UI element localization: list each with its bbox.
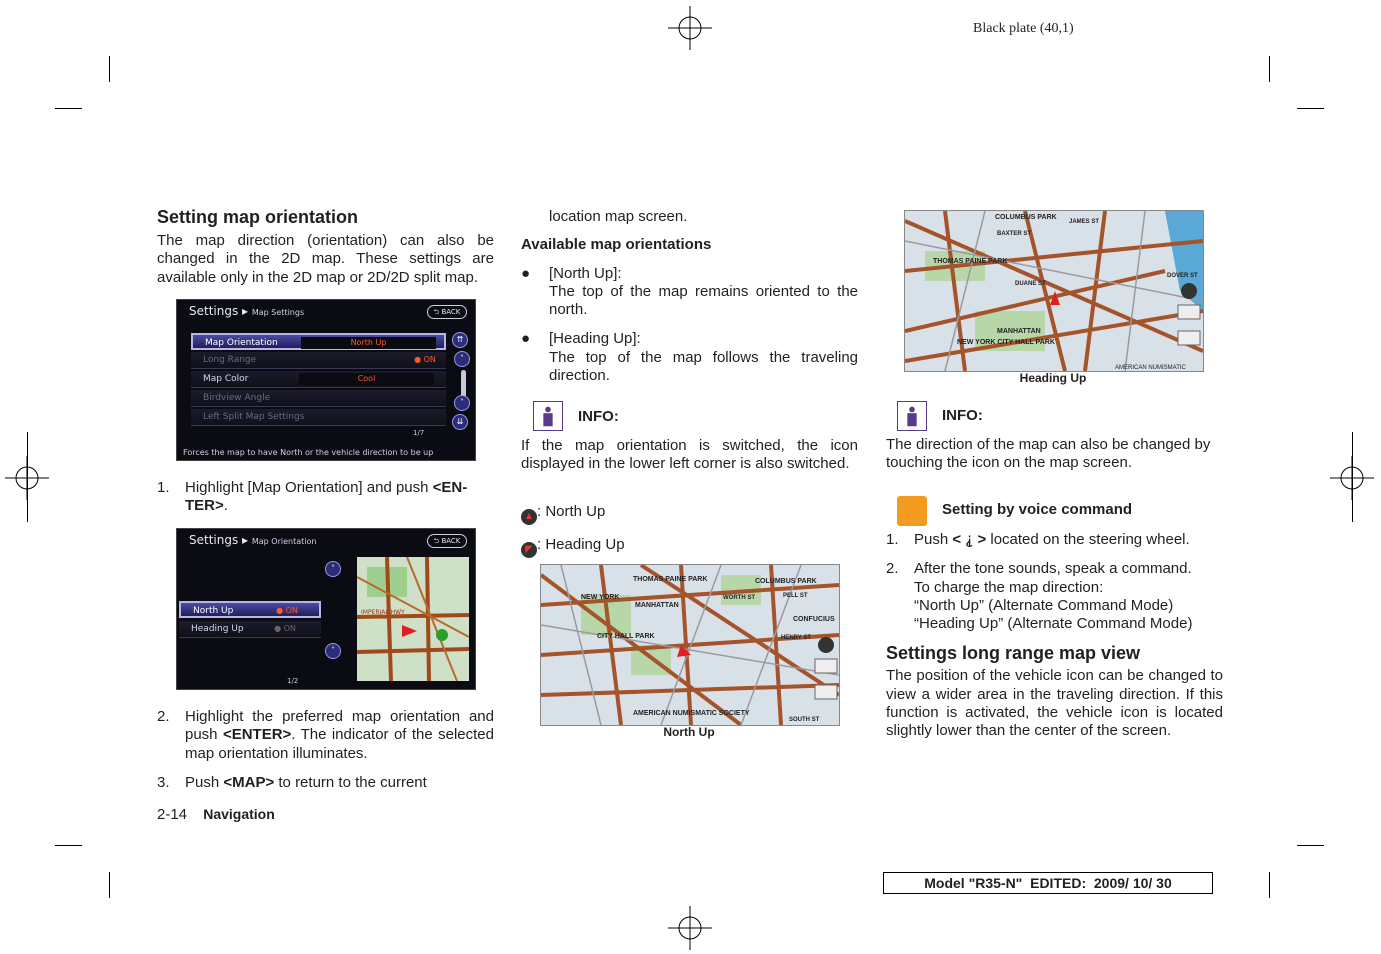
scroll-down-icon[interactable]: ˅ (325, 643, 341, 659)
row-value: ● ON (274, 624, 296, 633)
page-footer (157, 806, 275, 823)
edited-label: EDITED: (1030, 875, 1087, 891)
scroll-down-icon[interactable]: ˅ (454, 395, 470, 411)
step-text: . The indicator of the selected map orientation illuminates. (185, 726, 494, 762)
north-up-map (540, 564, 840, 726)
step-1 (157, 479, 494, 516)
key-bracket: > (977, 531, 987, 548)
map-street-label: COLUMBUS PARK (755, 578, 817, 585)
row-value: ● ON (414, 355, 436, 364)
voice-steps (886, 531, 1223, 741)
talk-switch-icon: ⸘ (965, 531, 974, 548)
item-label: : North Up (537, 503, 606, 520)
bullet-heading-up (521, 330, 858, 385)
row-map-color[interactable]: Map Color Cool (191, 371, 446, 388)
heading-up-icon[interactable]: ◤ (521, 542, 537, 558)
crop-mark (1269, 56, 1270, 82)
step-text: located on the steering wheel. (986, 531, 1190, 548)
row-value: ● ON (276, 606, 298, 615)
map-street-label: NEW YORK CITY HALL PARK (957, 339, 1055, 346)
map-street-label: MANHATTAN (997, 328, 1041, 335)
map-street-label: AMERICAN NUMISMATIC (1115, 365, 1186, 371)
voice-step-2 (886, 560, 1223, 633)
section-paragraph: The position of the vehicle icon can be changed to view a wider area in the traveling direction. If this function is activated, the vehicle icon is located slightly lower than the center of the screen. (886, 667, 1223, 740)
continued-text: location map screen. (549, 208, 688, 225)
heading-up-item (521, 536, 858, 558)
key-label: <MAP> (223, 773, 275, 791)
voice-step-1 (886, 531, 1223, 549)
registration-line (1352, 432, 1353, 522)
map-street-label: WORTH ST (723, 595, 755, 601)
map-street-label: MANHATTAN (635, 602, 679, 609)
info-text: The direction of the map can also be changed by touching the icon on the map screen. (886, 436, 1211, 472)
map-settings-screen (176, 299, 476, 461)
scroll-top-icon[interactable]: ⇈ (452, 332, 468, 348)
row-left-split[interactable]: Left Split Map Settings (191, 409, 446, 426)
bullet-title: [Heading Up]: (549, 330, 641, 348)
step-text: Push (914, 531, 953, 548)
row-north-up[interactable]: North Up ● ON (179, 601, 321, 618)
info-label: INFO: (942, 407, 983, 424)
subheading: Available map orientations (521, 236, 712, 254)
registration-line (27, 432, 28, 522)
screen-title: Settings ▸ Map Orientation (189, 533, 317, 547)
step-text: Highlight the preferred map orientation and push (185, 708, 494, 744)
left-column (157, 206, 494, 287)
map-street-label: CITY HALL PARK (597, 633, 655, 640)
voice-heading: Setting by voice command (942, 501, 1133, 518)
model-label: Model (924, 875, 965, 891)
crop-mark (109, 872, 110, 898)
info-text: If the map orientation is switched, the icon displayed in the lower left corner is also switched. (521, 437, 858, 473)
step-number: 1. (157, 479, 170, 496)
scroll-up-icon[interactable]: ˄ (325, 561, 341, 577)
step-3 (157, 774, 494, 792)
map-street-label: THOMAS PAINE PARK (633, 576, 708, 583)
step-text: to return to the current (274, 773, 427, 791)
orientation-toggle-icon[interactable] (818, 637, 834, 653)
map-caption: Heading Up (1019, 371, 1087, 385)
row-map-orientation[interactable]: Map Orientation North Up (191, 333, 446, 350)
map-caption: North Up (663, 725, 715, 739)
key-label: <ENTER> (222, 726, 292, 744)
map-street-label: THOMAS PAINE PARK (933, 258, 1008, 265)
bullet-dot: ● (521, 330, 531, 348)
step-number: 2. (886, 560, 899, 578)
step-text: Highlight [Map Orientation] and push (185, 479, 433, 496)
row-birdview-angle[interactable]: Birdview Angle (191, 390, 446, 407)
step-number: 3. (157, 773, 170, 791)
map-orientation-screen (176, 528, 476, 690)
page-number: 2-14 (157, 806, 188, 823)
row-value: Cool (299, 373, 434, 385)
north-up-item (521, 503, 858, 525)
crop-mark (109, 56, 110, 82)
orientation-toggle-icon[interactable] (1181, 283, 1197, 299)
page-indicator: 1/2 (287, 677, 299, 685)
map-street-label: JAMES ST (1069, 219, 1100, 225)
map-street-label: DUANE ST (1015, 281, 1046, 287)
map-street-label: COLUMBUS PARK (995, 214, 1057, 221)
page-indicator: 1/7 (413, 429, 425, 437)
section-heading: Settings long range map view (886, 643, 1141, 664)
orientation-icons-list (521, 503, 858, 558)
row-long-range[interactable]: Long Range ● ON (191, 352, 446, 369)
plate-label: Black plate (40,1) (973, 21, 1074, 36)
section-name: Navigation (203, 806, 275, 822)
map-street-label: CONFUCIUS (793, 616, 835, 623)
key-bracket: < (952, 531, 962, 548)
step-text: To charge the map direction: (914, 578, 1104, 596)
bullet-dot: ● (521, 264, 531, 282)
bullet-title: [North Up]: (549, 264, 622, 282)
crop-mark (55, 845, 82, 846)
bullet-text: The top of the map remains oriented to the north. (549, 282, 858, 319)
map-street-label: IMPERIAL HWY (361, 609, 405, 616)
step-text: Push (185, 773, 224, 791)
crop-mark (55, 108, 82, 109)
row-value: North Up (301, 337, 436, 349)
screen-title: Settings ▸ Map Settings (189, 304, 305, 318)
scroll-bottom-icon[interactable]: ⇊ (452, 414, 468, 430)
map-street-label: SOUTH ST (789, 717, 820, 723)
info-icon (533, 401, 563, 431)
crop-mark (1269, 872, 1270, 898)
registration-mark (668, 906, 712, 950)
map-street-label: PELL ST (783, 593, 808, 599)
model-edited-box (883, 872, 1213, 894)
model-code: "R35-N" (968, 875, 1023, 891)
scroll-up-icon[interactable]: ˄ (454, 351, 470, 367)
back-button[interactable]: ⮌ BACK (427, 534, 467, 548)
map-menu-icon[interactable] (1178, 305, 1200, 319)
row-heading-up[interactable]: Heading Up ● ON (179, 621, 321, 638)
middle-column (521, 208, 858, 385)
registration-mark (668, 6, 712, 50)
info-icon (897, 401, 927, 431)
voice-command-icon (897, 496, 927, 526)
heading-up-map (904, 210, 1204, 372)
scale-icon[interactable] (815, 685, 837, 699)
steps-2-3 (157, 708, 494, 792)
bullet-north-up (521, 265, 858, 320)
step-text: “North Up” (Alternate Command Mode) (914, 596, 1174, 614)
back-button[interactable]: ⮌ BACK (427, 305, 467, 319)
section-heading: Setting map orientation (157, 207, 359, 227)
info-label: INFO: (578, 408, 619, 425)
map-street-label: NEW YORK (581, 594, 620, 601)
map-street-label: DOVER ST (1167, 273, 1198, 279)
step-text: . (223, 497, 228, 515)
step-number: 2. (157, 708, 170, 725)
map-street-label: AMERICAN NUMISMATIC SOCIETY (633, 710, 750, 717)
step-text: “Heading Up” (Alternate Command Mode) (914, 615, 1193, 633)
preview-map (357, 557, 469, 681)
key-label: <EN-TER> (185, 479, 468, 515)
help-text: Forces the map to have North or the vehicle direction to be up (183, 448, 434, 457)
scale-icon[interactable] (1178, 331, 1200, 345)
crop-mark (1297, 108, 1324, 109)
edited-date: 2009/ 10/ 30 (1093, 875, 1172, 891)
item-label: : Heading Up (537, 536, 625, 553)
bullet-text: The top of the map follows the traveling direction. (549, 348, 858, 385)
map-street-label: HENRY ST (781, 635, 812, 641)
north-up-icon[interactable]: ▲ (521, 509, 537, 525)
scrollbar[interactable] (461, 370, 466, 398)
map-menu-icon[interactable] (815, 659, 837, 673)
map-street-label: BAXTER ST (997, 231, 1032, 237)
intro-paragraph: The map direction (orientation) can also be changed in the 2D map. These settings are available only in the 2D map or 2D/2D split map. (157, 232, 494, 286)
crop-mark (1297, 845, 1324, 846)
step-2 (157, 708, 494, 763)
step-text: After the tone sounds, speak a command. (914, 560, 1192, 578)
step-number: 1. (886, 531, 899, 548)
